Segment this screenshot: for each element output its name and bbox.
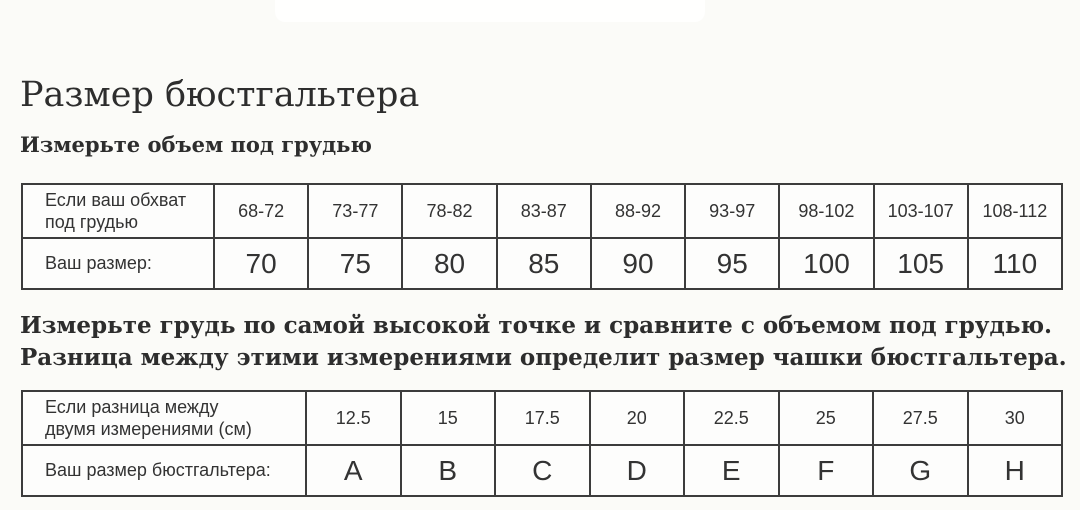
band-size-cell: 110 <box>968 238 1062 289</box>
cup-difference-cell: 12.5 <box>306 391 401 445</box>
cup-difference-label-line2: двумя измерениями (см) <box>45 419 252 439</box>
cup-difference-cell: 15 <box>401 391 496 445</box>
band-size-cell: 90 <box>591 238 685 289</box>
cup-measure-instructions <box>20 310 1067 374</box>
cup-letter-cell: A <box>306 445 401 496</box>
band-size-cell: 70 <box>214 238 308 289</box>
cup-letter-cell: G <box>873 445 968 496</box>
cup-letter-row <box>22 445 1062 496</box>
band-range-cell: 103-107 <box>874 184 968 238</box>
cup-difference-label-line1: Если разница между <box>45 396 219 417</box>
band-size-cell: 95 <box>685 238 779 289</box>
cup-difference-cell: 30 <box>968 391 1063 445</box>
band-range-cell: 83-87 <box>497 184 591 238</box>
cup-letter-cell: F <box>779 445 874 496</box>
band-range-cell: 73-77 <box>308 184 402 238</box>
band-size-row-label: Ваш размер: <box>22 238 214 289</box>
band-range-cell: 93-97 <box>685 184 779 238</box>
band-size-cell: 80 <box>402 238 496 289</box>
cup-letter-cell: E <box>684 445 779 496</box>
band-range-cell: 108-112 <box>968 184 1062 238</box>
cup-letter-row-label: Ваш размер бюстгальтера: <box>22 445 306 496</box>
instruction-line-2: Разница между этими измерениями определит размер чашки бюстгальтера. <box>20 344 1067 371</box>
cup-difference-cell: 20 <box>590 391 685 445</box>
cup-difference-cell: 22.5 <box>684 391 779 445</box>
cup-difference-row <box>22 391 1062 445</box>
band-size-cell: 75 <box>308 238 402 289</box>
band-size-row <box>22 238 1062 289</box>
band-size-cell: 85 <box>497 238 591 289</box>
cup-size-table <box>21 390 1063 497</box>
cup-difference-row-label <box>22 391 306 445</box>
band-size-cell: 100 <box>779 238 873 289</box>
band-size-cell: 105 <box>874 238 968 289</box>
band-range-label-line2: под грудью <box>45 212 139 232</box>
cup-difference-cell: 27.5 <box>873 391 968 445</box>
cup-difference-cell: 25 <box>779 391 874 445</box>
cup-letter-cell: C <box>495 445 590 496</box>
cup-letter-cell: H <box>968 445 1063 496</box>
cup-letter-cell: D <box>590 445 685 496</box>
band-measure-subtitle: Измерьте объем под грудью <box>20 132 372 157</box>
band-range-cell: 78-82 <box>402 184 496 238</box>
band-size-table <box>21 183 1063 290</box>
band-range-row-label <box>22 184 214 238</box>
cup-letter-cell: B <box>401 445 496 496</box>
band-range-cell: 98-102 <box>779 184 873 238</box>
cup-difference-cell: 17.5 <box>495 391 590 445</box>
band-range-label-line1: Если ваш обхват <box>45 189 187 210</box>
page-title: Размер бюстгальтера <box>20 75 420 115</box>
band-range-cell: 68-72 <box>214 184 308 238</box>
instruction-line-1: Измерьте грудь по самой высокой точке и сравните с объемом под грудью. <box>20 312 1053 339</box>
band-range-row <box>22 184 1062 238</box>
top-highlight-artifact <box>275 0 705 22</box>
band-range-cell: 88-92 <box>591 184 685 238</box>
